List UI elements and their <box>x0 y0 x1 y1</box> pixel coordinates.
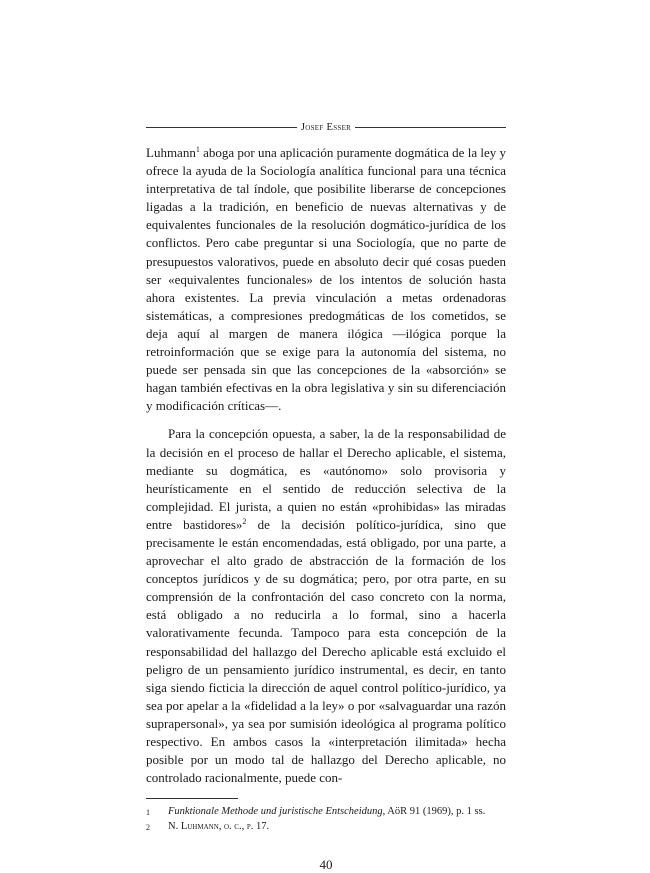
paragraph-2-text: de la decisión político-jurídica, sino que precisamente le están encomendadas, está obligado, por una parte, a aprovechar el alto grado de abstracción de la formación de los conceptos jurídicos y de su dogmática; pero, por otra parte, en su comprensión de la confrontación del caso concreto con la norma, está obligado a no reducirla a lo formal, sino a hacerla valorativamente fecunda. Tampoco para esta concepción de la responsabilidad del hallazgo del Derecho aplicable está excluido el peligro de un pensamiento jurídico instrumental, es decir, en tanto siga siendo ficticia la dirección de aquel control político-jurídico, ya sea por apelar a la «fidelidad a la ley» o por «salvaguardar una razón suprapersonal», ya sea por sumisión ideológica al programa político respectivo. En ambos casos la «interpretación ilimitada» hecha posible por un modo tal de hallazgo del Derecho aplicable, no controlado racionalmente, puede con- <box>146 516 506 786</box>
footnote-2 <box>146 820 506 835</box>
footnotes <box>146 805 506 835</box>
paragraph-1-lead: Luhmann <box>146 145 196 160</box>
footnote-2-number: 2 <box>146 823 150 833</box>
running-title: Josef Esser <box>300 121 352 133</box>
header-rule-left <box>146 127 297 128</box>
header-rule-right <box>355 127 506 128</box>
book-page <box>146 118 506 873</box>
footnote-ref-2: 2 <box>242 516 247 526</box>
footnote-2-rest: , o. c., p. 17. <box>218 821 270 833</box>
running-header <box>146 118 506 136</box>
footnote-1-number: 1 <box>146 808 150 818</box>
paragraph-1-text: aboga por una aplicación puramente dogmática de la ley y ofrece la ayuda de la Sociología analítica funcional para una técnica interpretativa de tal índole, que posibilite liberarse de concepciones ligadas a la tradición, en beneficio de nuevas alternativas y de equivalentes funcionales de la resolución dogmático-jurídica de los conflictos. Pero cabe preguntar si una Sociología, que no parte de presupuestos valorativos, puede en absoluto decir qué cosas pueden ser «equivalentes funcionales» de los intentos de solución hasta ahora existentes. La previa vinculación a metas ordenadoras sistemáticas, a compresiones predogmáticas de los cometidos, se deja aquí al margen de manera ilógica —ilógica porque la retroinformación que se exige para la autonomía del sistema, no puede ser pensada sin que las concepciones de la «absorción» se hagan también efectivas en la obra legislativa y sin su diferenciación y modificación críticas—. <box>146 145 506 414</box>
footnote-2-author: N. Luhmann <box>168 821 219 833</box>
footnote-1-title: Funktionale Methode und juristische Entscheidung <box>168 806 383 818</box>
footnote-1 <box>146 805 506 820</box>
footnote-ref-1: 1 <box>195 145 200 154</box>
footnote-1-rest: , AöR 91 (1969), p. 1 ss. <box>382 806 486 818</box>
paragraph-2 <box>146 425 506 787</box>
page-number: 40 <box>319 857 333 873</box>
footnote-separator <box>146 798 238 799</box>
paragraph-1 <box>146 144 506 415</box>
body-text <box>146 144 506 787</box>
paragraph-2-lead: Para la concepción opuesta, a saber, la de la responsabilidad de la decisión en el proceso de hallar el Derecho aplicable, el sistema, mediante su dogmática, es «autónomo» solo provisoria y heurísticamente en el sentido de reducción selectiva de la complejidad. El jurista, a quien no están «prohibidas» las miradas entre bastidores» <box>146 426 506 532</box>
